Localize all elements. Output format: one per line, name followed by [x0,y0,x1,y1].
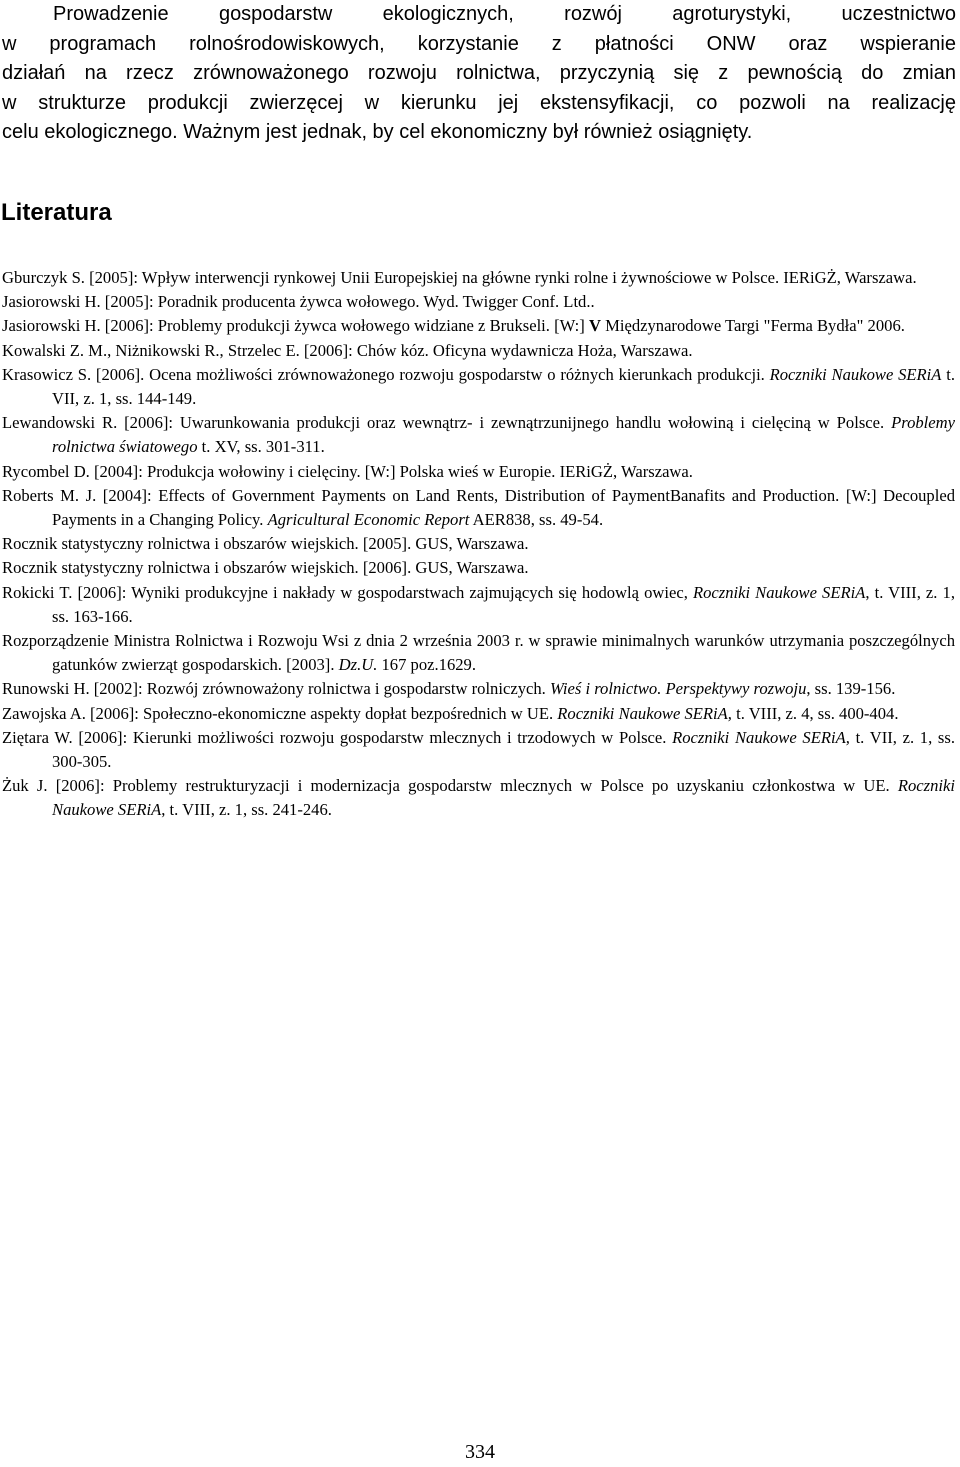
reference-item [2,314,955,338]
reference-text: Rokicki T. [2006]: Wyniki produkcyjne i nakłady w gospodarstwach zajmujących się hodowlą owiec, [2,582,693,602]
reference-item [2,290,955,314]
reference-text: , t. VIII, z. 1, ss. 241-246. [161,800,332,820]
intro-line: działań na rzecz zrównoważonego rozwoju rolnictwa, przyczynią się z pewnością do zmian [2,62,956,84]
section-heading: Literatura [1,199,112,226]
reference-list [2,266,955,823]
reference-item [2,581,955,629]
page-number: 334 [465,1441,495,1463]
reference-text: , ss. 139-156. [806,679,896,699]
intro-paragraph [2,0,956,148]
reference-text: t. XV, ss. 301-311. [197,437,325,457]
reference-text: Runowski H. [2002]: Rozwój zrównoważony rolnictwa i gospodarstw rolniczych. [2,679,550,699]
reference-text: Żuk J. [2006]: Problemy restrukturyzacji i modernizacja gospodarstw mlecznych w Polsce po uzyskaniu członkostwa w UE. [2,776,898,796]
reference-item [2,460,955,484]
reference-source-title: Roczniki Naukowe SERiA, [672,727,850,747]
reference-text: Międzynarodowe Targi "Ferma Bydła" 2006. [600,316,905,336]
reference-text: Rocznik statystyczny rolnictwa i obszarów wiejskich. [2005]. GUS, Warszawa. [2,534,529,554]
reference-source-title: Dz.U. [338,655,378,675]
intro-line: celu ekologicznego. Ważnym jest jednak, by cel ekonomiczny był również osiągnięty. [2,121,753,143]
reference-text: Lewandowski R. [2006]: Uwarunkowania produkcji oraz wewnątrz- i zewnątrzunijnego handlu wołowiną i cielęciną w Polsce. [2,413,892,433]
reference-item [2,532,955,556]
reference-text: , t. VIII, z. 1, ss. 163-166. [52,582,955,626]
reference-text: t. VII, z. 1, ss. 300-305. [52,727,955,772]
reference-item [2,339,955,363]
reference-item [2,484,955,532]
reference-source-title: Roczniki Naukowe SERiA, [557,703,732,723]
reference-text: 167 poz.1629. [377,655,476,675]
reference-text: Rocznik statystyczny rolnictwa i obszarów wiejskich. [2006]. GUS, Warszawa. [2,558,529,578]
reference-item [2,556,955,580]
reference-item [2,702,955,726]
reference-text: Rycombel D. [2004]: Produkcja wołowiny i cielęciny. [W:] Polska wieś w Europie. IERiGŻ, Warszawa. [2,461,693,481]
reference-item [2,726,955,774]
reference-text: Gburczyk S. [2005]: Wpływ interwencji rynkowej Unii Europejskiej na główne rynki rolne i żywnościowe w Polsce. IERiGŻ, Warszawa. [2,268,917,287]
intro-line: w strukturze produkcji zwierzęcej w kierunku jej ekstensyfikacji, co pozwoli na realizację [2,91,956,114]
reference-text: AER838, ss. 49-54. [469,510,604,530]
reference-text: Jasiorowski H. [2005]: Poradnik producenta żywca wołowego. Wyd. Twigger Conf. Ltd.. [2,292,595,312]
reference-item [2,363,955,411]
reference-bold-text: V [588,316,601,336]
reference-item [2,411,955,459]
intro-line: w programach rolnośrodowiskowych, korzystanie z płatności ONW oraz wspieranie [2,32,956,55]
reference-item [2,629,955,677]
reference-text: Krasowicz S. [2006]. Ocena możliwości zrównoważonego rozwoju gospodarstw o różnych kierunkach produkcji. [2,364,770,384]
reference-text: Kowalski Z. M., Niżnikowski R., Strzelec E. [2006]: Chów kóz. Oficyna wydawnicza Hoża, Warszawa. [2,340,693,360]
reference-text: Ziętara W. [2006]: Kierunki możliwości rozwoju gospodarstw mlecznych i trzodowych w Polsce. [2,727,673,747]
reference-item [2,677,955,701]
reference-item [2,266,955,290]
reference-text: Roberts M. J. [2004]: Effects of Government Payments on Land Rents, Distribution of PaymentBanafits and Production. [W:] Decoupled Payments in a Changing Policy. [2,485,955,530]
reference-text: Jasiorowski H. [2006]: Problemy produkcji żywca wołowego widziane z Brukseli. [W:] [2,316,589,336]
reference-source-title: Agricultural Economic Report [267,510,470,530]
reference-text: Zawojska A. [2006]: Społeczno-ekonomiczne aspekty dopłat bezpośrednich w UE. [2,703,558,723]
reference-source-title: Roczniki Naukowe SERiA [692,582,866,602]
reference-source-title: Roczniki Naukowe SERiA [769,364,942,384]
reference-text: Rozporządzenie Ministra Rolnictwa i Rozwoju Wsi z dnia 2 września 2003 r. w sprawie minimalnych warunków utrzymania poszczególnych gatunków zwierząt gospodarskich. [2003]. [2,631,955,675]
intro-line: Prowadzenie gospodarstw ekologicznych, rozwój agroturystyki, uczestnictwo [53,3,956,25]
reference-text: t. VII, z. 1, ss. 144-149. [52,364,955,409]
reference-item [2,774,955,822]
reference-source-title: Problemy rolnictwa światowego [52,413,955,457]
reference-source-title: Roczniki Naukowe SERiA [52,776,955,820]
reference-text: t. VIII, z. 4, ss. 400-404. [731,703,899,723]
reference-source-title: Wieś i rolnictwo. Perspektywy rozwoju [549,679,807,699]
